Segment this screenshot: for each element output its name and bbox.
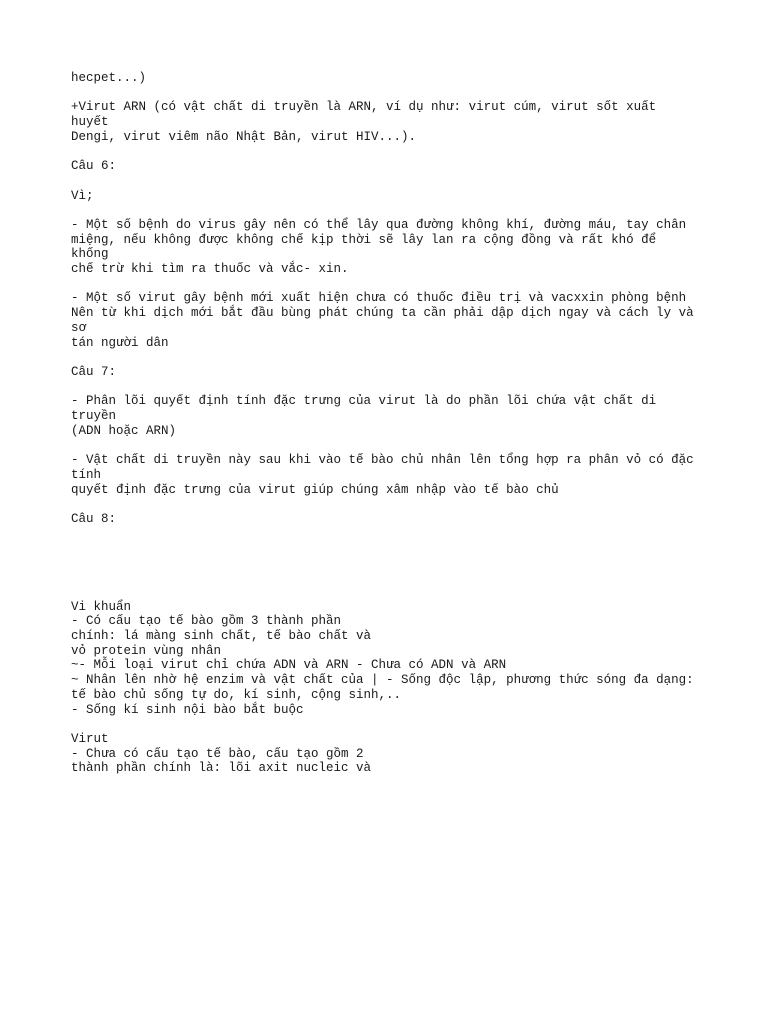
paragraph-cau-6-point-1: - Một số bệnh do virus gây nên có thể lây qua đường không khí, đường máu, tay chân miệng, nếu không được không chế kịp thời sẽ lây lan ra cộng đồng và rất khó để khống chế trừ khi tìm ra thuốc và vắc- xin. bbox=[71, 217, 687, 277]
paragraph-vi: Vì; bbox=[71, 188, 94, 203]
document-page bbox=[71, 71, 711, 776]
comparison-vi-khuan: Vi khuẩn - Có cấu tạo tế bào gồm 3 thành phần chính: lá màng sinh chất, tế bào chất và vỏ protein vùng nhân ~- Mỗi loại virut chỉ chứa ADN và ARN - Chưa có ADN và ARN ~ Nhân lên nhờ hệ enzim và vật chất của | - Sống độc lập, phương thức sóng đa dạng: tế bào chủ sống tự do, kí sinh, cộng sinh,.. - Sống kí sinh nội bào bắt buộc bbox=[71, 599, 694, 717]
paragraph-cau-7-point-1: - Phân lõi quyết định tính đặc trưng của virut là do phần lõi chứa vật chất di truyền (ADN hoặc ARN) bbox=[71, 394, 657, 438]
paragraph-cau-7-point-2: - Vật chất di truyền này sau khi vào tế bào chủ nhân lên tổng hợp ra phân vỏ có đặc tính quyết định đặc trưng của virut giúp chúng xâm nhập vào tế bào chủ bbox=[71, 453, 694, 497]
heading-cau-6: Câu 6: bbox=[71, 159, 117, 174]
paragraph-virut-arn: +Virut ARN (có vật chất di truyền là ARN, ví dụ như: virut cúm, virut sốt xuất huyết Dengi, virut viêm não Nhật Bản, virut HIV...). bbox=[71, 100, 657, 144]
paragraph-cau-6-point-2: - Một số virut gây bệnh mới xuất hiện chưa có thuốc điều trị và vacxxin phòng bệnh Nên từ khi dịch mới bắt đầu bùng phát chúng ta cần phải dập dịch ngay và cách ly và sơ tán người dân bbox=[71, 291, 694, 350]
heading-cau-8: Câu 8: bbox=[71, 511, 117, 526]
comparison-virut: Virut - Chưa có cấu tạo tế bào, cấu tạo gồm 2 thành phần chính là: lõi axit nucleic và bbox=[71, 731, 372, 776]
text-continuation: hecpet...) bbox=[71, 71, 147, 85]
heading-cau-7: Câu 7: bbox=[71, 364, 117, 379]
